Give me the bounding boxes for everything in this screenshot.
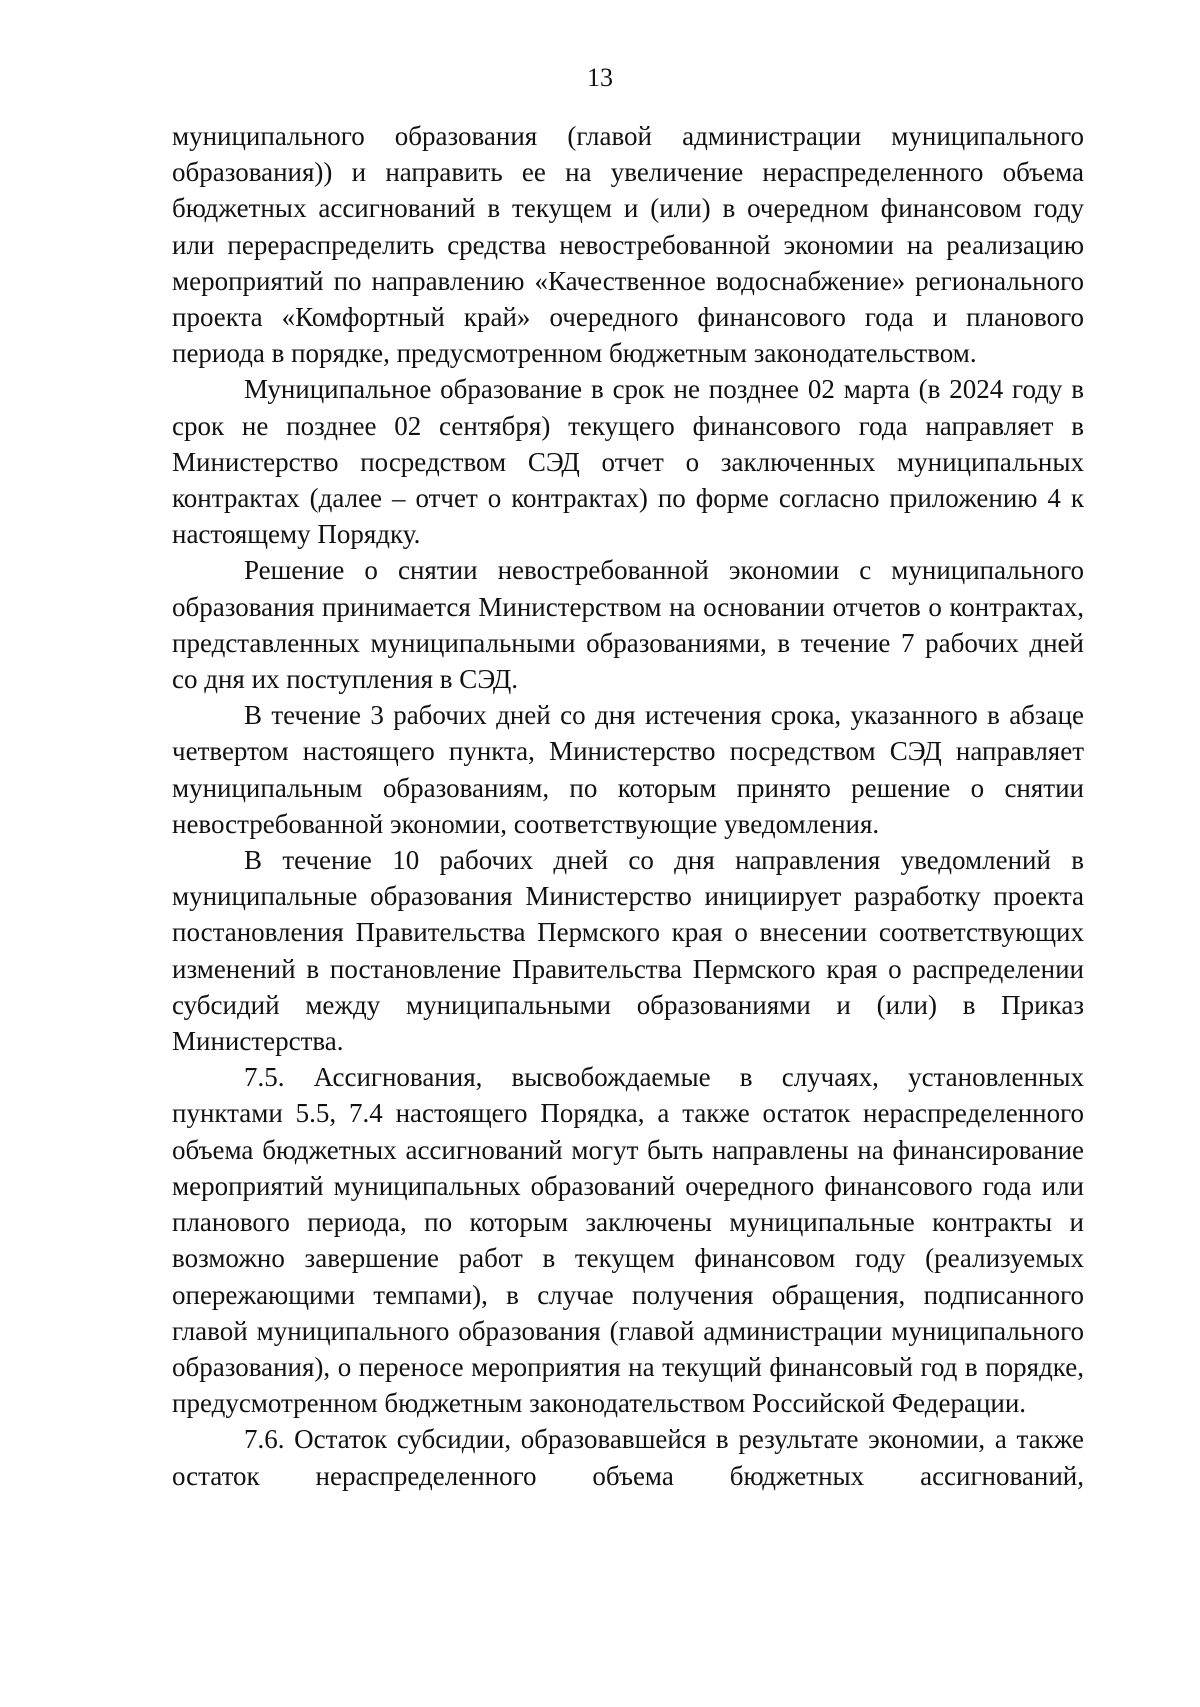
page-number: 13 [587, 63, 613, 92]
paragraph-continuation: муниципального образования (главой администрации муниципального образования)) и направить ее на увеличение нераспределенного объема бюджетных ассигнований в текущем и (или) в очередном финансовом году или перераспределить средства невостребованной экономии на реализацию мероприятий по направлению «Качественное водоснабжение» регионального проекта «Комфортный край» очередного финансового года и планового периода в порядке, предусмотренном бюджетным законодательством. [172, 121, 1084, 369]
paragraph-decision: Решение о снятии невостребованной экономии с муниципального образования принимается Министерством на основании отчетов о контрактах, представленных муниципальными образованиями, в течение 7 рабочих дней со дня их поступления в СЭД. [172, 555, 1084, 695]
paragraph-clause-7-6: 7.6. Остаток субсидии, образовавшейся в результате экономии, а также остаток нераспределенного объема бюджетных ассигнований, [172, 1424, 1084, 1491]
paragraph-clause-7-5: 7.5. Ассигнования, высвобождаемые в случаях, установленных пунктами 5.5, 7.4 настоящего Порядка, а также остаток нераспределенного объема бюджетных ассигнований могут быть направлены на финансирование мероприятий муниципальных образований очередного финансового года или планового периода, по которым заключены муниципальные контракты и возможно завершение работ в текущем финансовом году (реализуемых опережающими темпами), в случае получения обращения, подписанного главой муниципального образования (главой администрации муниципального образования), о переносе мероприятия на текущий финансовый год в порядке, предусмотренном бюджетным законодательством Российской Федерации. [172, 1062, 1084, 1419]
document-body [172, 118, 1084, 1494]
paragraph-resolution-draft: В течение 10 рабочих дней со дня направления уведомлений в муниципальные образования Министерство инициирует разработку проекта постановления Правительства Пермского края о внесении соответствующих изменений в постановление Правительства Пермского края о распределении субсидий между муниципальными образованиями и (или) в Приказ Министерства. [172, 845, 1084, 1057]
paragraph-report-deadline: Муниципальное образование в срок не позднее 02 марта (в 2024 году в срок не позднее 02 сентября) текущего финансового года направляет в Министерство посредством СЭД отчет о заключенных муниципальных контрактах (далее – отчет о контрактах) по форме согласно приложению 4 к настоящему Порядку. [172, 374, 1084, 550]
paragraph-notification: В течение 3 рабочих дней со дня истечения срока, указанного в абзаце четвертом настоящего пункта, Министерство посредством СЭД направляет муниципальным образованиям, по которым принято решение о снятии невостребованной экономии, соответствующие уведомления. [172, 700, 1084, 839]
